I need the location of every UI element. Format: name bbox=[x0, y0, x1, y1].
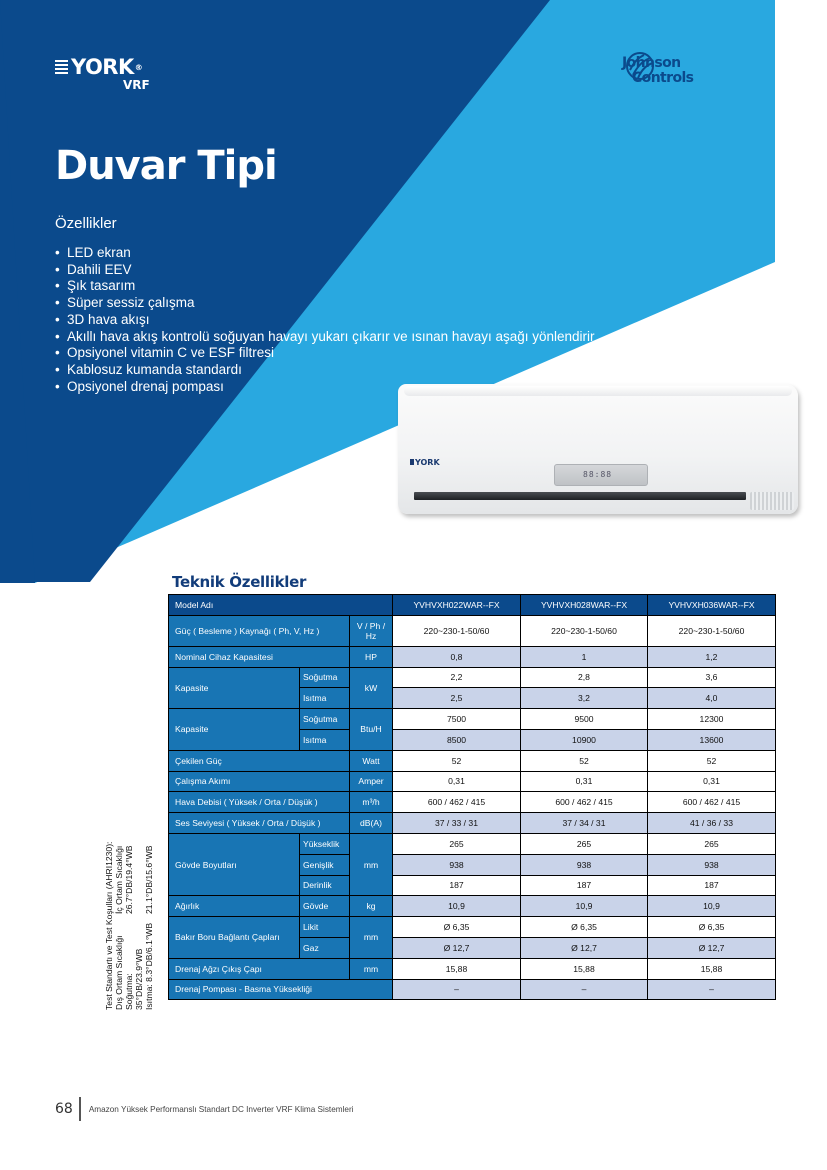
cooling-label: Soğutma: bbox=[124, 973, 134, 1010]
feature-item: • 3D hava akışı bbox=[55, 312, 595, 329]
cell-value: 3,2 bbox=[521, 688, 648, 709]
unit-brand-label bbox=[410, 458, 440, 467]
cell-value: 600 / 462 / 415 bbox=[648, 792, 776, 813]
cell-value: 938 bbox=[648, 854, 776, 875]
wall-unit-image bbox=[398, 384, 802, 518]
unit-display-digits: 88:88 bbox=[583, 470, 613, 479]
model-name: YVHVXH022WAR--FX bbox=[393, 595, 521, 616]
features-heading: Özellikler bbox=[55, 215, 117, 232]
row-sublabel: Soğutma bbox=[300, 667, 350, 688]
row-sublabel: Yükseklik bbox=[300, 833, 350, 854]
row-sublabel: Gövde bbox=[300, 896, 350, 917]
row-unit: mm bbox=[350, 958, 393, 979]
cell-value: 938 bbox=[521, 854, 648, 875]
unit-led-display bbox=[554, 464, 648, 486]
cell-value: 1,2 bbox=[648, 646, 776, 667]
feature-item: • Süper sessiz çalışma bbox=[55, 295, 595, 312]
row-sublabel: Isıtma bbox=[300, 688, 350, 709]
row-label: Nominal Cihaz Kapasitesi bbox=[169, 646, 350, 667]
page-title: Duvar Tipi bbox=[55, 143, 277, 189]
spec-table bbox=[168, 594, 776, 1000]
unit-brand-text: YORK bbox=[415, 458, 440, 467]
model-name: YVHVXH036WAR--FX bbox=[648, 595, 776, 616]
cell-value: 187 bbox=[521, 875, 648, 896]
feature-item: • LED ekran bbox=[55, 245, 595, 262]
row-label: Kapasite bbox=[169, 667, 300, 709]
page-footer bbox=[55, 1097, 354, 1121]
cell-value: 15,88 bbox=[521, 958, 648, 979]
york-bars-icon bbox=[55, 60, 68, 75]
cell-value: 52 bbox=[648, 750, 776, 771]
cell-value: 37 / 34 / 31 bbox=[521, 813, 648, 834]
table-row bbox=[169, 979, 776, 1000]
feature-item: • Dahili EEV bbox=[55, 262, 595, 279]
cell-value: 10,9 bbox=[648, 896, 776, 917]
cell-value: 7500 bbox=[393, 709, 521, 730]
row-label: Kapasite bbox=[169, 709, 300, 751]
table-row bbox=[169, 667, 776, 688]
row-sublabel: Likit bbox=[300, 917, 350, 938]
cell-value: Ø 12,7 bbox=[648, 937, 776, 958]
row-sublabel: Isıtma bbox=[300, 729, 350, 750]
table-row bbox=[169, 595, 776, 616]
table-row bbox=[169, 896, 776, 917]
cell-value: 10,9 bbox=[521, 896, 648, 917]
cell-value: 187 bbox=[648, 875, 776, 896]
row-label: Ses Seviyesi ( Yüksek / Orta / Düşük ) bbox=[169, 813, 350, 834]
row-unit: HP bbox=[350, 646, 393, 667]
cell-value: 600 / 462 / 415 bbox=[393, 792, 521, 813]
cell-value: 13600 bbox=[648, 729, 776, 750]
row-label: Çekilen Güç bbox=[169, 750, 350, 771]
cell-value: – bbox=[521, 979, 648, 1000]
cell-value: 15,88 bbox=[648, 958, 776, 979]
cell-value: Ø 6,35 bbox=[648, 917, 776, 938]
row-sublabel: Genişlik bbox=[300, 854, 350, 875]
cell-value: – bbox=[393, 979, 521, 1000]
row-label: Güç ( Besleme ) Kaynağı ( Ph, V, Hz ) bbox=[169, 615, 350, 646]
indoor-value-1: 26.7°DB/19.4°WB bbox=[124, 845, 134, 914]
row-label: Ağırlık bbox=[169, 896, 300, 917]
cell-value: 0,31 bbox=[648, 771, 776, 792]
row-unit: mm bbox=[350, 917, 393, 959]
table-row bbox=[169, 813, 776, 834]
cell-value: 220~230-1-50/60 bbox=[393, 615, 521, 646]
cell-value: 187 bbox=[393, 875, 521, 896]
cell-value: Ø 6,35 bbox=[393, 917, 521, 938]
feature-item: • Opsiyonel drenaj pompası bbox=[55, 379, 595, 396]
cell-value: – bbox=[648, 979, 776, 1000]
cell-value: 220~230-1-50/60 bbox=[648, 615, 776, 646]
table-row bbox=[169, 792, 776, 813]
spec-table-title: Teknik Özellikler bbox=[172, 573, 307, 591]
feature-item: • Akıllı hava akış kontrolü soğuyan havayı yukarı çıkarır ve ısınan havayı aşağı yönlendirir bbox=[55, 329, 595, 346]
table-row bbox=[169, 615, 776, 646]
cell-value: 220~230-1-50/60 bbox=[521, 615, 648, 646]
table-row bbox=[169, 771, 776, 792]
outdoor-temp-label: Dış Ortam Sıcaklığı bbox=[114, 935, 124, 1010]
row-label: Bakır Boru Bağlantı Çapları bbox=[169, 917, 300, 959]
feature-item: • Opsiyonel vitamin C ve ESF filtresi bbox=[55, 345, 595, 362]
cell-value: 3,6 bbox=[648, 667, 776, 688]
row-sublabel: Derinlik bbox=[300, 875, 350, 896]
row-label: Gövde Boyutları bbox=[169, 833, 300, 895]
test-conditions-heading: Test Standartı ve Test Koşulları (AHRI1230): bbox=[104, 841, 114, 1010]
cell-value: 2,8 bbox=[521, 667, 648, 688]
cell-value: 600 / 462 / 415 bbox=[521, 792, 648, 813]
row-unit: mm bbox=[350, 833, 393, 895]
model-name: YVHVXH028WAR--FX bbox=[521, 595, 648, 616]
features-list bbox=[55, 245, 595, 395]
cell-value: 15,88 bbox=[393, 958, 521, 979]
row-label: Çalışma Akımı bbox=[169, 771, 350, 792]
cell-value: 0,8 bbox=[393, 646, 521, 667]
cell-value: 938 bbox=[393, 854, 521, 875]
page-number: 68 bbox=[55, 1101, 73, 1117]
cell-value: 0,31 bbox=[393, 771, 521, 792]
cell-value: 1 bbox=[521, 646, 648, 667]
cell-value: 52 bbox=[393, 750, 521, 771]
jc-line1: Johnson bbox=[622, 55, 681, 71]
cell-value: 0,31 bbox=[521, 771, 648, 792]
cell-value: 8500 bbox=[393, 729, 521, 750]
table-row bbox=[169, 958, 776, 979]
model-label: Model Adı bbox=[169, 595, 393, 616]
vrf-text: VRF bbox=[123, 78, 150, 92]
cell-value: Ø 6,35 bbox=[521, 917, 648, 938]
cell-value: 52 bbox=[521, 750, 648, 771]
cell-value: 37 / 33 / 31 bbox=[393, 813, 521, 834]
table-row bbox=[169, 833, 776, 854]
johnson-controls-logo bbox=[622, 56, 693, 86]
indoor-temp-label: İç Ortam Sıcaklığı bbox=[114, 845, 124, 914]
table-row bbox=[169, 646, 776, 667]
test-conditions-note bbox=[104, 770, 164, 1010]
heating-value: 8.3°DB/6.1°WB bbox=[144, 922, 154, 982]
row-sublabel: Soğutma bbox=[300, 709, 350, 730]
cell-value: 41 / 36 / 33 bbox=[648, 813, 776, 834]
row-unit: kg bbox=[350, 896, 393, 917]
cell-value: 10,9 bbox=[393, 896, 521, 917]
cell-value: 9500 bbox=[521, 709, 648, 730]
feature-item: • Şık tasarım bbox=[55, 278, 595, 295]
cooling-value: 35°DB/23.9°WB bbox=[134, 948, 144, 1010]
cell-value: Ø 12,7 bbox=[521, 937, 648, 958]
unit-side-vent bbox=[750, 492, 794, 510]
cell-value: 10900 bbox=[521, 729, 648, 750]
row-sublabel: Gaz bbox=[300, 937, 350, 958]
footer-text: Amazon Yüksek Performanslı Standart DC Inverter VRF Klima Sistemleri bbox=[88, 1104, 354, 1114]
row-unit: Amper bbox=[350, 771, 393, 792]
row-unit: m³/h bbox=[350, 792, 393, 813]
row-unit: Watt bbox=[350, 750, 393, 771]
row-label: Hava Debisi ( Yüksek / Orta / Düşük ) bbox=[169, 792, 350, 813]
row-unit: V / Ph / Hz bbox=[350, 615, 393, 646]
jc-globe-icon bbox=[624, 50, 656, 82]
cell-value: 265 bbox=[521, 833, 648, 854]
cell-value: Ø 12,7 bbox=[393, 937, 521, 958]
footer-divider bbox=[79, 1097, 81, 1121]
table-row bbox=[169, 917, 776, 938]
row-unit: dB(A) bbox=[350, 813, 393, 834]
heating-label: Isıtma: bbox=[144, 984, 154, 1010]
cell-value: 2,5 bbox=[393, 688, 521, 709]
feature-item: • Kablosuz kumanda standardı bbox=[55, 362, 595, 379]
cell-value: 2,2 bbox=[393, 667, 521, 688]
york-vrf-logo: YORK ® VRF bbox=[55, 55, 150, 92]
york-brand-text: YORK bbox=[71, 55, 134, 79]
jc-line2: Controls bbox=[632, 70, 694, 86]
row-label: Drenaj Ağzı Çıkış Çapı bbox=[169, 958, 350, 979]
unit-louver bbox=[414, 492, 746, 500]
cell-value: 4,0 bbox=[648, 688, 776, 709]
row-unit: kW bbox=[350, 667, 393, 709]
cell-value: 12300 bbox=[648, 709, 776, 730]
indoor-value-2: 21.1°DB/15.6°WB bbox=[144, 845, 154, 914]
row-label: Drenaj Pompası - Basma Yüksekliği bbox=[169, 979, 393, 1000]
row-unit: Btu/H bbox=[350, 709, 393, 751]
cell-value: 265 bbox=[648, 833, 776, 854]
table-row bbox=[169, 709, 776, 730]
cell-value: 265 bbox=[393, 833, 521, 854]
table-row bbox=[169, 750, 776, 771]
